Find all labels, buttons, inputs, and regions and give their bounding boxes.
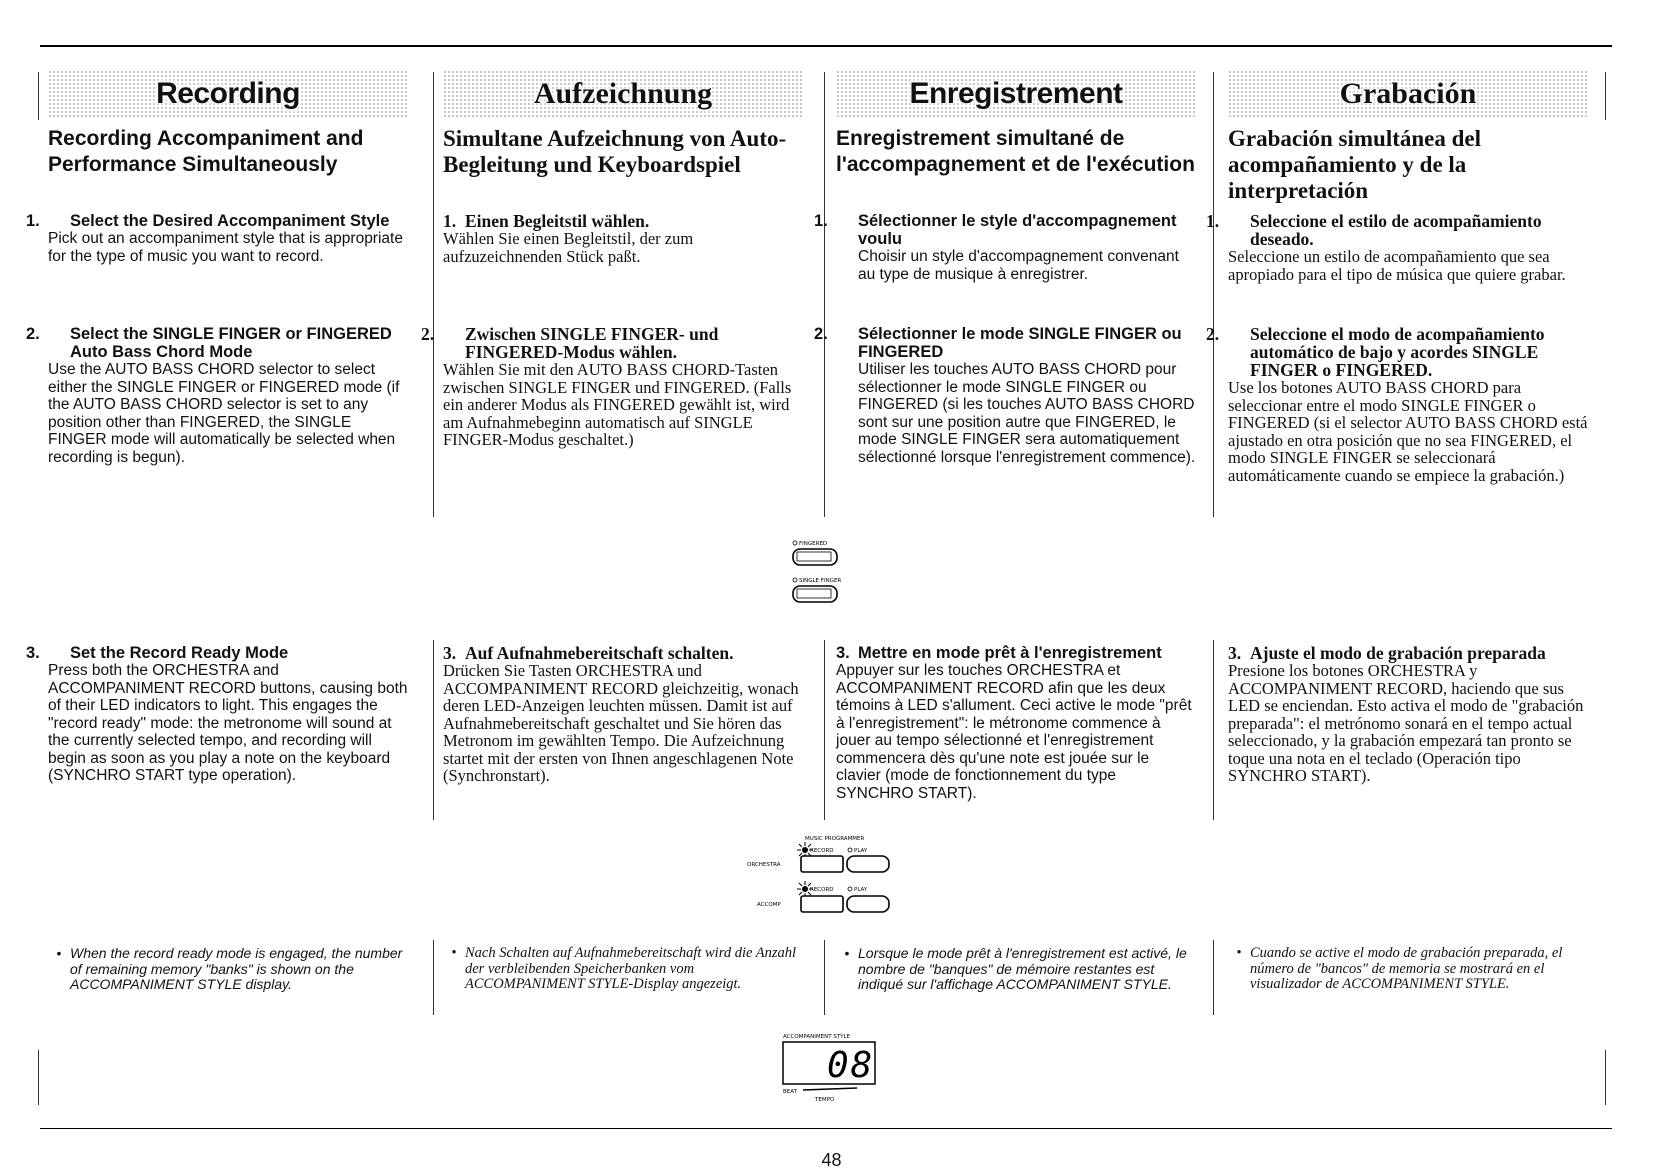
step-body: Wählen Sie einen Begleitstil, der zum aufzuzeichnenden Stück paßt.: [443, 229, 694, 266]
single-finger-led-icon: [793, 578, 797, 582]
step-2: [26, 325, 408, 466]
step-title: Set the Record Ready Mode: [70, 644, 289, 662]
bottom-rule: [40, 1128, 1612, 1129]
step-title: Mettre en mode prêt à l'enregistrement: [858, 644, 1162, 662]
step-title: Sélectionner le mode SINGLE FINGER ou FINGERED: [858, 325, 1182, 361]
music-programmer-label: MUSIC PROGRAMMER: [805, 836, 865, 842]
step-title: Einen Begleitstil wählen.: [465, 211, 650, 231]
tempo-label: TEMPO: [815, 1097, 835, 1103]
step-3: [443, 644, 803, 785]
column-separator: [824, 940, 825, 1015]
beat-label: BEAT: [783, 1089, 797, 1095]
step-number: 1.: [814, 212, 828, 230]
step-number: 2.: [26, 325, 40, 343]
step-number: 3.: [1228, 643, 1242, 663]
step-3: [1228, 644, 1588, 785]
note-text: Nach Schalten auf Aufnahmebereitschaft wird die Anzahl der verbleibenden Speicherbanken vom ACCOMPANIMENT STYLE-Display angezeigt.: [465, 945, 797, 992]
step-body: Use the AUTO BASS CHORD selector to select either the SINGLE FINGER or FINGERED mode (if the AUTO BASS CHORD selector is set to any position other than FINGERED, the SINGLE FINGER mode will automatically be selected when recording is begun).: [48, 361, 400, 466]
record-label: RECORD: [810, 848, 834, 854]
step-body: Drücken Sie Tasten ORCHESTRA und ACCOMPANIMENT RECORD gleichzeitig, wonach deren LED-Anzeigen leuchten müssen. Damit ist auf Aufnahmebereitschaft geschaltet und Sie hören das Metronom im gewählten Tempo. Die Aufzeichnung startet mit der ersten von Ihnen angeschlagenen Note (Synchronstart).: [443, 661, 799, 785]
step-title: Select the SINGLE FINGER or FINGERED Auto Bass Chord Mode: [70, 325, 392, 361]
step-title: Zwischen SINGLE FINGER- und FINGERED-Modus wählen.: [465, 324, 719, 362]
step-number: 3.: [26, 644, 40, 662]
step-2: [421, 324, 803, 449]
step-3: [26, 644, 408, 785]
step-number: 2.: [814, 325, 828, 343]
single-finger-label: SINGLE FINGER: [799, 578, 842, 584]
section-header: [48, 70, 408, 118]
fingered-led-icon: [793, 541, 797, 545]
bullet: •: [56, 945, 62, 961]
bullet: •: [451, 945, 457, 961]
display-label: ACCOMPANIMENT STYLE: [783, 1034, 851, 1040]
note-text: When the record ready mode is engaged, the number of remaining memory "banks" is shown on the ACCOMPANIMENT STYLE display.: [70, 945, 403, 992]
column-separator: [824, 72, 825, 517]
accompaniment-style-display-illustration: [775, 1030, 890, 1105]
step-title: Auf Aufnahmebereitschaft schalten.: [465, 643, 734, 663]
step-number: 2.: [1206, 324, 1220, 344]
step-title: Ajuste el modo de grabación preparada: [1250, 643, 1546, 663]
step-body: Presione los botones ORCHESTRA y ACCOMPANIMENT RECORD, haciendo que sus LED se enciendan. Esto activa el modo de "grabación preparada": el metrónomo sonará en el tempo actual seleccionado, y la grabación empezará tan pronto se toque una nota en el teclado (Operación tipo SYNCHRO START).: [1228, 661, 1584, 785]
subtitle: Grabación simultánea del acompañamiento y de la interpretación: [1228, 126, 1482, 203]
display-value: 08: [827, 1045, 875, 1086]
step-1: [814, 212, 1196, 283]
note-text: Cuando se active el modo de grabación preparada, el número de "bancos" de memoria se mostrará en el visualizador de ACCOMPANIMENT STYLE.: [1250, 945, 1563, 992]
column-separator: [433, 72, 434, 517]
section-header: [836, 70, 1196, 118]
column-separator: [433, 940, 434, 1015]
note-text: Lorsque le mode prêt à l'enregistrement est activé, le nombre de "banques" de mémoire restantes est indiqué sur l'affichage ACCOMPANIMENT STYLE.: [858, 945, 1187, 992]
column-english: [26, 70, 408, 992]
note: [48, 946, 408, 993]
section-title: Aufzeichnung: [533, 77, 713, 110]
column-separator: [1213, 940, 1214, 1015]
note: [443, 946, 803, 993]
note: [836, 946, 1196, 993]
column-separator: [1605, 1050, 1606, 1105]
section-header: [1228, 70, 1588, 118]
accomp-play-button: [847, 896, 889, 912]
top-rule: [40, 45, 1612, 47]
section-title: Grabación: [1339, 77, 1477, 110]
subtitle: Simultane Aufzeichnung von Auto-Begleitung und Keyboardspiel: [443, 126, 787, 177]
play-led-icon: [848, 887, 852, 891]
play-label: PLAY: [854, 887, 868, 893]
step-body: Press both the ORCHESTRA and ACCOMPANIMENT RECORD buttons, causing both of their LED indicators to light. This engages the "record ready" mode: the metronome will sound at the currently selected tempo, and recording will begin as soon as you play a note on the keyboard (SYNCHRO START type operation).: [48, 662, 408, 784]
step-number: 2.: [421, 324, 435, 344]
step-title: Seleccione el modo de acompañamiento automático de bajo y acordes SINGLE FINGER o FINGERED.: [1250, 324, 1545, 380]
column-german: [421, 70, 803, 992]
step-title: Sélectionner le style d'accompagnement voulu: [858, 212, 1177, 248]
bullet: •: [1236, 945, 1242, 961]
step-number: 3.: [443, 643, 457, 663]
step-body: Pick out an accompaniment style that is appropriate for the type of music you want to record.: [48, 230, 403, 265]
step-3: [836, 644, 1196, 802]
music-programmer-illustration: [745, 830, 915, 920]
step-number: 3.: [836, 644, 850, 662]
accomp-label: ACCOMP: [757, 902, 781, 908]
column-separator: [38, 72, 39, 120]
column-separator: [824, 640, 825, 820]
orchestra-record-button: [801, 856, 843, 872]
column-separator: [433, 640, 434, 820]
section-title: Recording: [156, 77, 300, 110]
step-body: Use los botones AUTO BASS CHORD para seleccionar entre el modo SINGLE FINGER o FINGERED (si el selector AUTO BASS CHORD está ajustado en otra posición que no sea FINGERED, el modo SINGLE FINGER se seleccionará automáticamente cuando se empiece la grabación.): [1228, 378, 1588, 485]
step-1: [26, 212, 408, 265]
subtitle: Enregistrement simultané de l'accompagnement et de l'exécution: [836, 127, 1195, 176]
column-separator: [38, 1050, 39, 1105]
step-1: [443, 212, 803, 265]
record-label: RECORD: [810, 887, 834, 893]
step-title: Select the Desired Accompaniment Style: [70, 212, 390, 230]
fingered-label: FINGERED: [799, 541, 828, 547]
step-number: 1.: [1206, 211, 1220, 231]
column-spanish: [1206, 70, 1588, 992]
subtitle: Recording Accompaniment and Performance Simultaneously: [48, 127, 364, 176]
page-number: 48: [821, 1150, 842, 1170]
accomp-record-button: [801, 896, 843, 912]
auto-bass-chord-illustration: [790, 535, 870, 605]
step-body: Seleccione un estilo de acompañamiento que sea apropiado para el tipo de música que quiere grabar.: [1228, 247, 1566, 284]
fingered-button: [793, 549, 837, 565]
step-body: Wählen Sie mit den AUTO BASS CHORD-Tasten zwischen SINGLE FINGER und FINGERED. (Falls ein anderer Modus als FINGERED gewählt ist, wird am Aufnahmebeginn automatisch auf SINGLE FINGER-Modus geschaltet.): [443, 360, 792, 449]
step-1: [1206, 211, 1588, 284]
step-2: [1206, 324, 1588, 485]
column-separator: [1213, 72, 1214, 517]
step-title: Seleccione el estilo de acompañamiento deseado.: [1250, 211, 1542, 249]
step-body: Appuyer sur les touches ORCHESTRA et ACCOMPANIMENT RECORD afin que les deux témoins à LED s'allument. Ceci active le mode "prêt à l'enregistrement": le métronome commence à jouer au tempo sélectionné et l'enregistrement commencera dès qu'une note est jouée sur le clavier (mode de fonctionnement du type SYNCHRO START).: [836, 662, 1192, 802]
column-separator: [1605, 72, 1606, 120]
orchestra-label: ORCHESTRA: [747, 862, 781, 868]
play-label: PLAY: [854, 848, 868, 854]
section-header: [443, 70, 803, 118]
bullet: •: [844, 945, 850, 961]
note: [1228, 946, 1588, 993]
step-number: 1.: [26, 212, 40, 230]
play-led-icon: [848, 848, 852, 852]
column-separator: [1213, 640, 1214, 820]
step-number: 1.: [443, 211, 457, 231]
single-finger-button: [793, 586, 837, 602]
orchestra-play-button: [847, 856, 889, 872]
step-body: Utiliser les touches AUTO BASS CHORD pour sélectionner le mode SINGLE FINGER ou FINGERED (si les touches AUTO BASS CHORD sont sur une position autre que FINGERED, le mode SINGLE FINGER sera automatiquement sélectionné lorsque l'enregistrement commence).: [858, 361, 1196, 466]
step-body: Choisir un style d'accompagnement convenant au type de musique à enregistrer.: [858, 248, 1179, 283]
section-title: Enregistrement: [909, 77, 1123, 110]
step-2: [814, 325, 1196, 466]
